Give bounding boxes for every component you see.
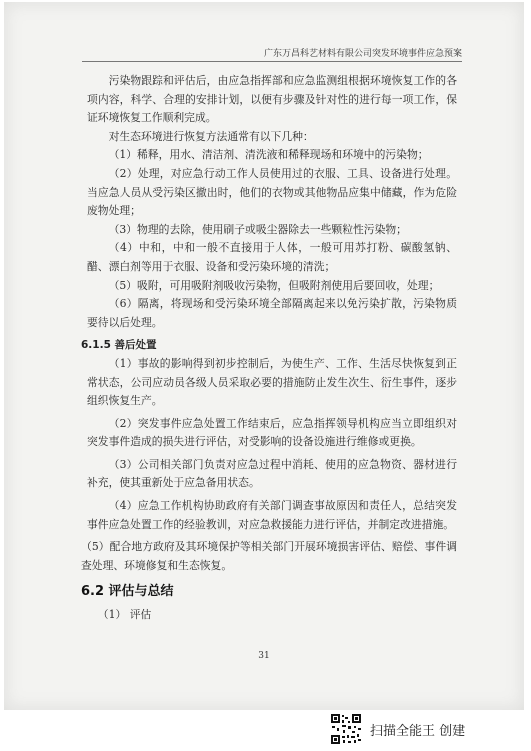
list-item: （4）中和，中和一般不直接用于人体，一般可用苏打粉、碳酸氢钠、醋、漂白剂等用于衣服、设备和受污染环境的清洗； [87,241,457,273]
paragraph: 污染物跟踪和评估后，由应急指挥部和应急监测组根据环境恢复工作的各项内容，科学、合理的安排计划，以便有步骤及针对性的进行每一项工作，保证环境恢复工作顺利完成。 [87,74,457,125]
list-item: （1） 评估 [97,608,152,622]
list-item: （3）物理的去除，使用刷子或吸尘器除去一些颗粒性污染物； [108,222,407,236]
scanner-watermark [330,712,465,746]
document-page [4,2,524,710]
list-item: （1）稀释，用水、清洁剂、清洗液和稀释现场和环境中的污染物； [108,148,429,162]
list-item: （1）事故的影响得到初步控制后，为使生产、工作、生活尽快恢复到正常状态，公司应动员各级人员采取必要的措施防止发生次生、衍生事件，逐步组织恢复生产。 [87,356,457,408]
scanner-brand-label: 扫描全能王 创建 [370,723,466,739]
list-item: （4）应急工作机构协助政府有关部门调查事故原因和责任人，总结突发事件应急处置工作的经验教训，对应急救援能力进行评估，并制定改进措施。 [87,499,457,531]
page-header: 广东万昌科艺材料有限公司突发环境事件应急预案 [82,46,462,62]
section-heading: 6.1.5 善后处置 [81,339,157,352]
page-body [81,72,457,625]
list-item: （2）处理，对应急行动工作人员使用过的衣服、工具、设备进行处理。当应急人员从受污染区撤出时，他们的衣物或其他物品应集中储藏，作为危险废物处理； [87,166,457,218]
list-item: （3）公司相关部门负责对应急过程中消耗、使用的应急物资、器材进行补充，使其重新处于应急备用状态。 [87,457,457,490]
list-item: （6）隔离，将现场和受污染环境全部隔离起来以免污染扩散，污染物质要待以后处理。 [87,297,457,329]
page-number: 31 [258,651,270,661]
list-item: （5）配合地方政府及其环境保护等相关部门开展环境损害评估、赔偿、事件调查处理、环境修复和生态恢复。 [81,540,457,572]
section-heading: 6.2 评估与总结 [81,584,174,600]
qr-code-icon [330,713,362,745]
list-item: （5）吸附，可用吸附剂吸收污染物，但吸附剂使用后要回收，处理； [108,278,440,292]
paragraph: 对生态环境进行恢复方法通常有以下几种： [108,129,314,143]
list-item: （2）突发事件应急处置工作结束后，应急指挥领导机构应当立即组织对突发事件造成的损失进行评估，对受影响的设备设施进行维修或更换。 [87,416,457,449]
